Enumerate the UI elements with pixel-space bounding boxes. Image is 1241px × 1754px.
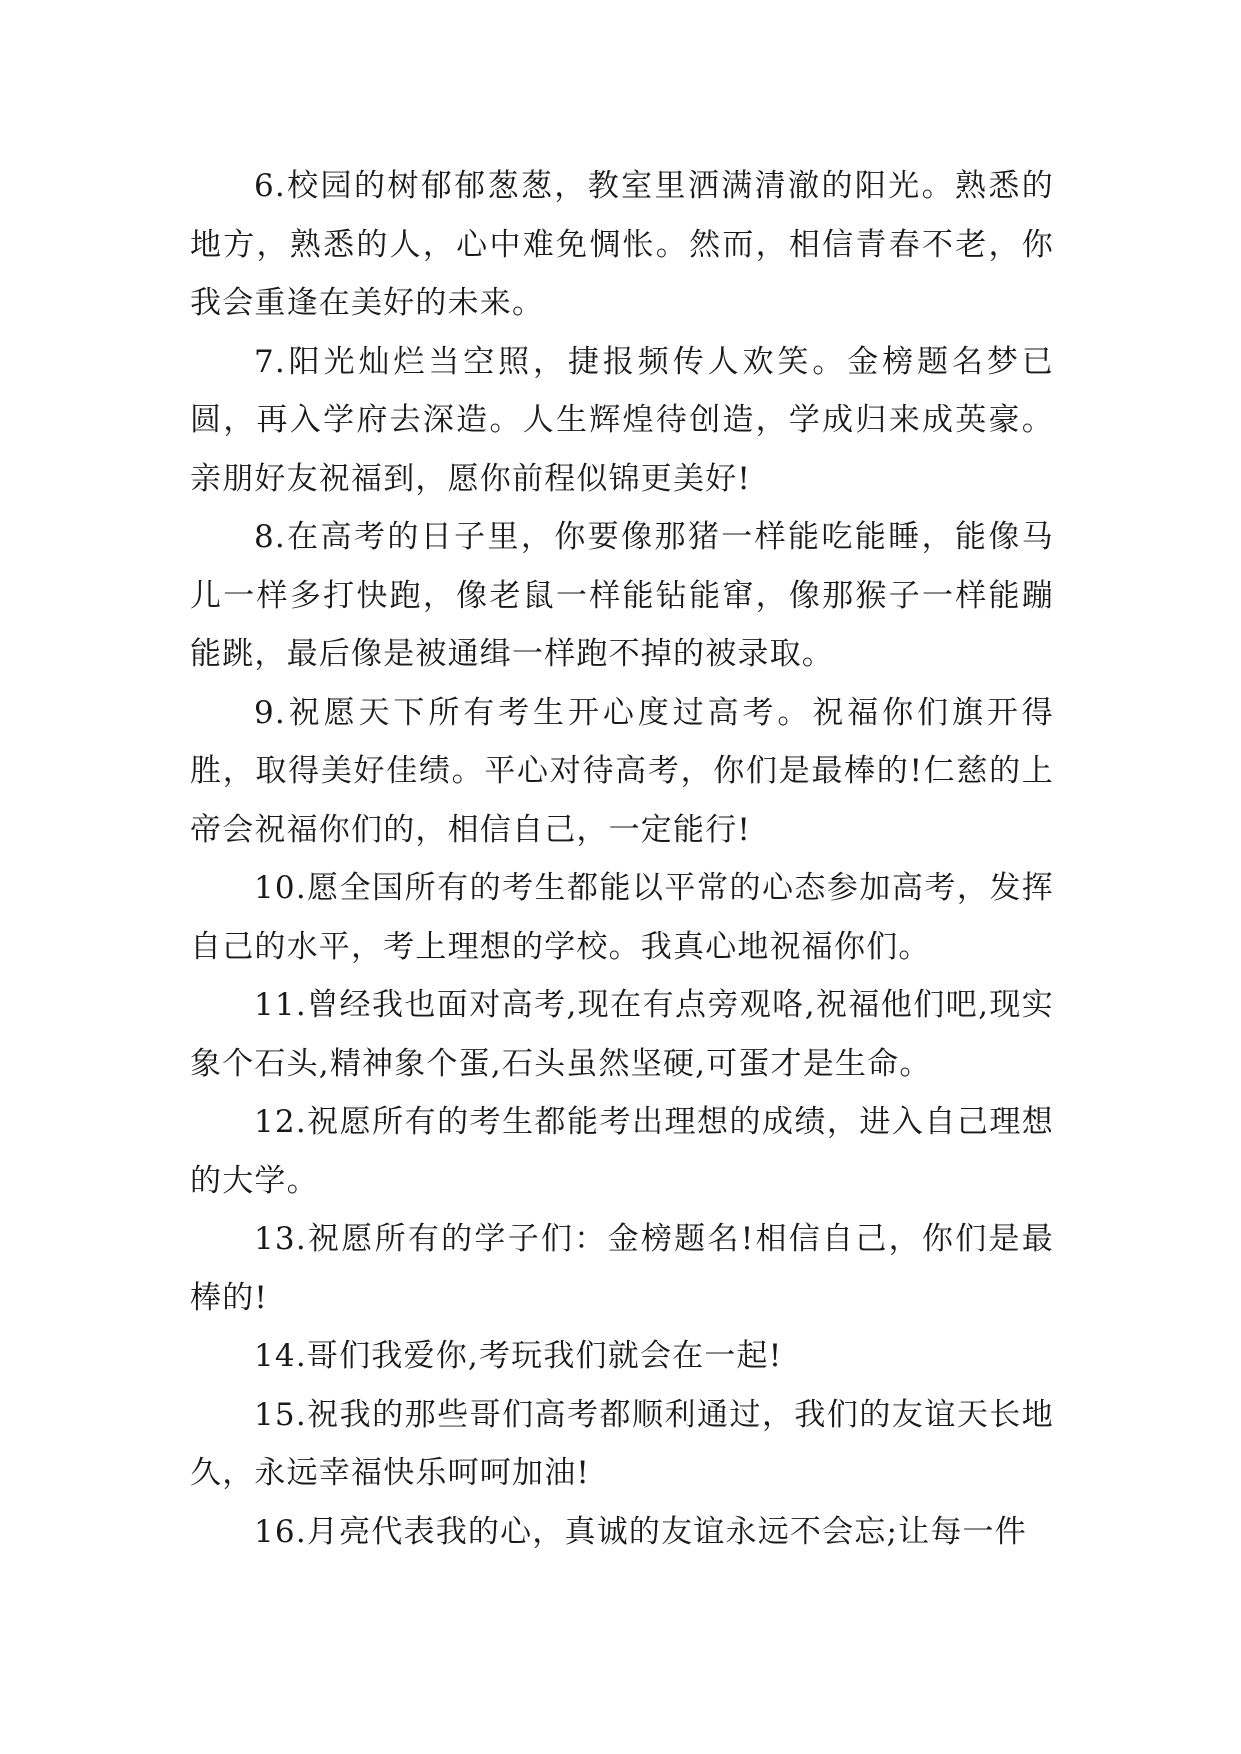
paragraph-16: 16.月亮代表我的心，真诚的友谊永远不会忘;让每一件 — [254, 1513, 1027, 1550]
paragraph-7: 7.阳光灿烂当空照，捷报频传人欢笑。金榜题名梦已圆，再入学府去深造。人生辉煌待创造，学成归来成英豪。亲朋好友祝福到，愿你前程似锦更美好! — [190, 343, 1054, 497]
paragraph-9: 9.祝愿天下所有考生开心度过高考。祝福你们旗开得胜，取得美好佳绩。平心对待高考，你们是最棒的!仁慈的上帝会祝福你们的，相信自己，一定能行! — [190, 694, 1054, 848]
paragraph-14: 14.哥们我爱你,考玩我们就会在一起! — [254, 1338, 783, 1374]
paragraph-10: 10.愿全国所有的考生都能以平常的心态参加高考，发挥自己的水平，考上理想的学校。我真心地祝福你们。 — [190, 870, 1054, 965]
document-body — [190, 157, 1054, 1561]
paragraph-12: 12.祝愿所有的考生都能考出理想的成绩，进入自己理想的大学。 — [190, 1104, 1054, 1199]
paragraph-8: 8.在高考的日子里，你要像那猪一样能吃能睡，能像马儿一样多打快跑，像老鼠一样能钻能窜，像那猴子一样能蹦能跳，最后像是被通缉一样跑不掉的被录取。 — [190, 519, 1054, 672]
paragraph-11: 11.曾经我也面对高考,现在有点旁观咯,祝福他们吧,现实象个石头,精神象个蛋,石头虽然坚硬,可蛋才是生命。 — [190, 987, 1054, 1082]
paragraph-13: 13.祝愿所有的学子们：金榜题名!相信自己，你们是最棒的! — [190, 1221, 1054, 1316]
paragraph-15: 15.祝我的那些哥们高考都顺利通过，我们的友谊天长地久，永远幸福快乐呵呵加油! — [190, 1396, 1054, 1491]
paragraph-6: 6.校园的树郁郁葱葱，教室里洒满清澈的阳光。熟悉的地方，熟悉的人，心中难免惆怅。然而，相信青春不老，你我会重逢在美好的未来。 — [190, 168, 1054, 321]
